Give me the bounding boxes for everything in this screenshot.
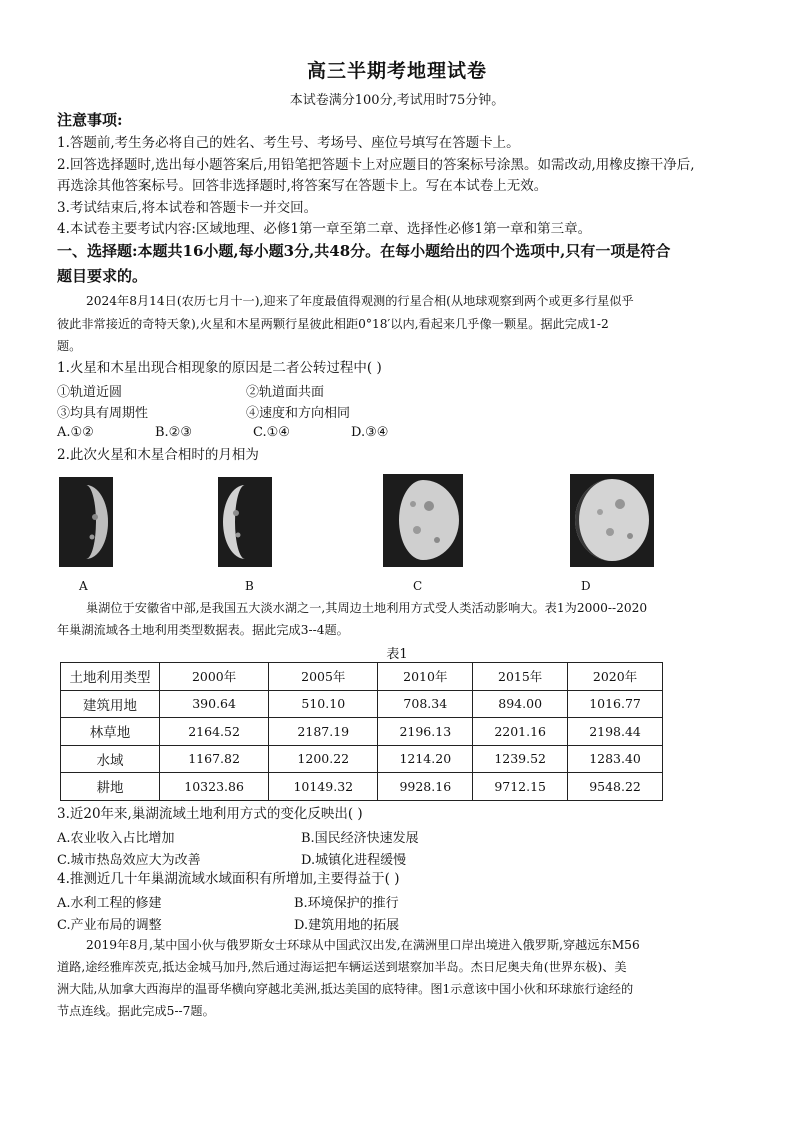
- passage-line: 题。: [57, 339, 82, 353]
- table-cell: 2196.13: [378, 718, 473, 746]
- table-header-row: [61, 663, 663, 691]
- table-cell: 水域: [61, 745, 160, 773]
- table-cell: 9928.16: [378, 773, 473, 801]
- moon-phase-image-c: [383, 474, 463, 567]
- option: ③均具有周期性: [57, 406, 149, 421]
- land-use-table: [60, 662, 663, 801]
- choice: A.①②: [57, 425, 94, 440]
- table-header-cell: 2005年: [269, 663, 378, 691]
- page-subtitle: 本试卷满分100分,考试用时75分钟。: [289, 93, 505, 108]
- table-cell: 894.00: [473, 690, 568, 718]
- option: B.环境保护的推行: [294, 896, 399, 911]
- table-cell: 1167.82: [160, 745, 269, 773]
- option: ①轨道近圆: [57, 385, 123, 400]
- question-stem: 1.火星和木星出现合相现象的原因是二者公转过程中( ): [57, 360, 382, 376]
- moon-label-b: B: [245, 579, 254, 593]
- option: C.城市热岛效应大为改善: [57, 853, 201, 868]
- passage-line: 彼此非常接近的奇特天象),火星和木星两颗行星彼此相距0°18′以内,看起来几乎像一颗星。据此完成1-2: [57, 317, 609, 331]
- option: C.产业布局的调整: [57, 918, 162, 933]
- notice-item: 4.本试卷主要考试内容:区域地理、必修1第一章至第二章、选择性必修1第一章和第三章。: [57, 221, 592, 237]
- table-header-cell: 2010年: [378, 663, 473, 691]
- notice-item: 1.答题前,考生务必将自己的姓名、考生号、考场号、座位号填写在答题卡上。: [57, 135, 520, 151]
- moon-label-a: A: [79, 579, 88, 593]
- table-cell: 1283.40: [568, 745, 663, 773]
- table-row: [61, 690, 663, 718]
- passage-line: 道路,途经雅库茨克,抵达金城马加丹,然后通过海运把车辆运送到堪察加半岛。杰日尼奥夫角(世界东极)、美: [57, 960, 627, 974]
- question-stem: 2.此次火星和木星合相时的月相为: [57, 447, 259, 463]
- table-header-cell: 2015年: [473, 663, 568, 691]
- moon-phase-image-a: [59, 477, 113, 567]
- table-cell: 10323.86: [160, 773, 269, 801]
- question-stem: 4.推测近几十年巢湖流域水域面积有所增加,主要得益于( ): [57, 871, 400, 887]
- table-cell: 9712.15: [473, 773, 568, 801]
- table-cell: 2164.52: [160, 718, 269, 746]
- table-row: [61, 718, 663, 746]
- table-header-cell: 2020年: [568, 663, 663, 691]
- moon-phase-image-b: [218, 477, 272, 567]
- notice-heading: 注意事项:: [57, 111, 123, 129]
- table-header-cell: 土地利用类型: [61, 663, 160, 691]
- option: A.农业收入占比增加: [57, 831, 175, 846]
- option: D.建筑用地的拓展: [294, 918, 400, 933]
- notice-item: 再选涂其他答案标号。回答非选择题时,将答案写在答题卡上。写在本试卷上无效。: [57, 178, 548, 194]
- table-cell: 10149.32: [269, 773, 378, 801]
- passage-line: 巢湖位于安徽省中部,是我国五大淡水湖之一,其周边土地利用方式受人类活动影响大。表1为2000--2020: [86, 601, 648, 615]
- table-cell: 林草地: [61, 718, 160, 746]
- choice: C.①④: [253, 425, 290, 440]
- table-cell: 708.34: [378, 690, 473, 718]
- table-cell: 390.64: [160, 690, 269, 718]
- table-cell: 1239.52: [473, 745, 568, 773]
- passage-line: 洲大陆,从加拿大西海岸的温哥华横向穿越北美洲,抵达美国的底特律。图1示意该中国小伙和环球旅行途经的: [57, 982, 634, 996]
- table-caption: 表1: [386, 647, 408, 662]
- moon-label-d: D: [581, 579, 591, 593]
- question-stem: 3.近20年来,巢湖流域土地利用方式的变化反映出( ): [57, 806, 363, 822]
- table-cell: 耕地: [61, 773, 160, 801]
- moon-phase-image-d: [570, 474, 654, 567]
- page-title: 高三半期考地理试卷: [306, 60, 487, 82]
- passage-line: 年巢湖流域各土地利用类型数据表。据此完成3--4题。: [57, 623, 349, 637]
- table-cell: 2187.19: [269, 718, 378, 746]
- option: A.水利工程的修建: [57, 896, 162, 911]
- notice-item: 3.考试结束后,将本试卷和答题卡一并交回。: [57, 200, 318, 216]
- option: ④速度和方向相同: [246, 406, 351, 421]
- passage-line: 2019年8月,某中国小伙与俄罗斯女士环球从中国武汉出发,在满洲里口岸出境进入俄罗斯,穿越远东M56: [86, 938, 640, 952]
- section-heading: 一、选择题:本题共16小题,每小题3分,共48分。在每小题给出的四个选项中,只有一项是符合: [57, 242, 671, 260]
- option: B.国民经济快速发展: [301, 831, 419, 846]
- table-cell: 1214.20: [378, 745, 473, 773]
- passage-line: 节点连线。据此完成5--7题。: [57, 1004, 215, 1018]
- table-cell: 510.10: [269, 690, 378, 718]
- notice-item: 2.回答选择题时,选出每小题答案后,用铅笔把答题卡上对应题目的答案标号涂黑。如需改动,用橡皮擦干净后,: [57, 157, 695, 173]
- section-heading-cont: 题目要求的。: [57, 267, 148, 285]
- table-header-cell: 2000年: [160, 663, 269, 691]
- table-cell: 2201.16: [473, 718, 568, 746]
- table-row: [61, 745, 663, 773]
- table-cell: 1200.22: [269, 745, 378, 773]
- moon-label-c: C: [413, 579, 423, 593]
- passage-line: 2024年8月14日(农历七月十一),迎来了年度最值得观测的行星合相(从地球观察到两个或更多行星似乎: [86, 294, 634, 308]
- choice: B.②③: [155, 425, 192, 440]
- table-cell: 建筑用地: [61, 690, 160, 718]
- table-cell: 1016.77: [568, 690, 663, 718]
- option: ②轨道面共面: [246, 385, 325, 400]
- table-cell: 9548.22: [568, 773, 663, 801]
- table-row: [61, 773, 663, 801]
- choice: D.③④: [351, 425, 389, 440]
- option: D.城镇化进程缓慢: [301, 853, 407, 868]
- table-cell: 2198.44: [568, 718, 663, 746]
